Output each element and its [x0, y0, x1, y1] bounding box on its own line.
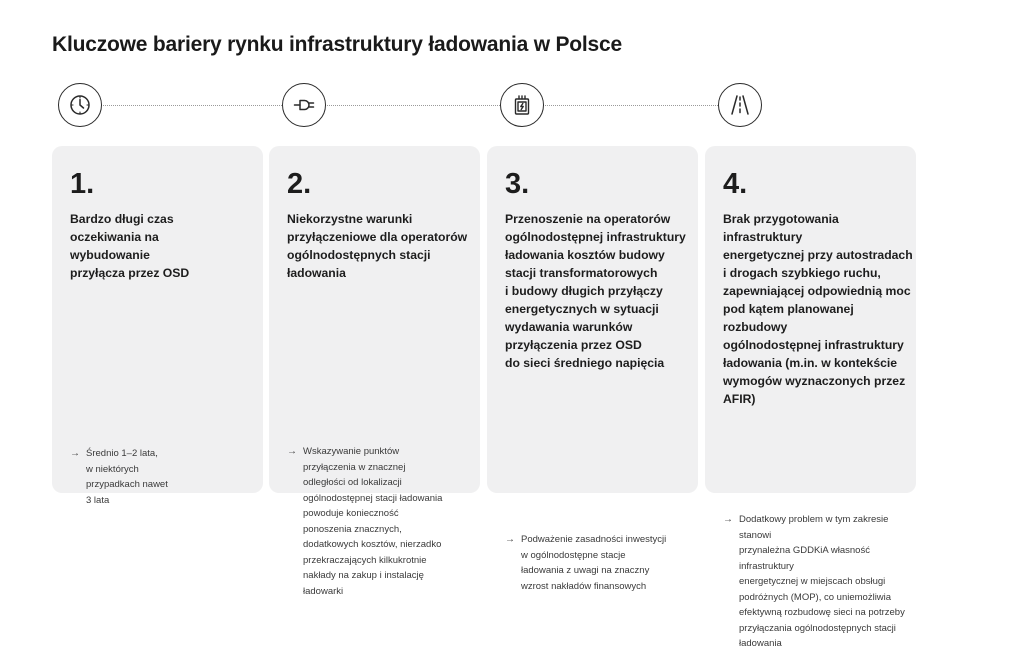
card-note [70, 446, 168, 508]
card-heading-line: energetycznej przy autostradach [723, 248, 913, 262]
transformer-icon [500, 83, 544, 127]
card-heading [287, 210, 467, 282]
card-note-line: Podważenie zasadności inwestycji [521, 534, 667, 545]
card-number: 3. [505, 168, 530, 200]
card-note-line: Średnio 1–2 lata, [86, 448, 158, 459]
card-heading-line: Niekorzystne warunki [287, 212, 413, 226]
card-note [287, 444, 442, 599]
card-heading-line: przyłącza przez OSD [70, 266, 190, 280]
card-note-line: energetycznej w miejscach obsługi [739, 576, 886, 587]
card-heading-line: energetycznych w sytuacji [505, 302, 659, 316]
card-heading-line: ogólnodostępnej infrastruktury [723, 338, 904, 352]
arrow-right-icon: → [287, 446, 297, 457]
card-heading-line: wybudowanie [70, 248, 150, 262]
card-heading-line: oczekiwania na [70, 230, 159, 244]
card-note-text [303, 444, 442, 599]
card-heading-line: pod kątem planowanej rozbudowy [723, 302, 854, 334]
card-heading-line: zapewniającej odpowiednią moc [723, 284, 911, 298]
card-note-line: przekraczających kilkukrotnie [303, 554, 427, 566]
dotted-connector [80, 105, 736, 106]
card-note-line: ładowania z uwagi na znaczny [521, 565, 650, 576]
card-note-text [739, 512, 916, 652]
card-heading-line: ładowania kosztów budowy [505, 248, 665, 262]
card-heading-line: ładowania (m.in. w kontekście [723, 356, 898, 370]
card-heading-line: i drogach szybkiego ruchu, [723, 266, 881, 280]
card-note-line: podróżnych (MOP), co uniemożliwia [739, 591, 892, 603]
arrow-right-icon: → [70, 448, 80, 459]
card-note-line: ogólnodostępnej stacji ładowania [303, 492, 443, 504]
card-heading [723, 210, 916, 408]
card-note-line: Wskazywanie punktów [303, 446, 400, 457]
card-note [723, 512, 916, 652]
card-heading-line: Bardzo długi czas [70, 212, 174, 226]
card-heading-line: do sieci średniego napięcia [505, 356, 665, 370]
card-heading-line: ogólnodostępnej infrastruktury [505, 230, 686, 244]
barrier-card-4 [705, 146, 916, 649]
card-note-line: przyłączania ogólnodostępnych stacji [739, 622, 896, 634]
page-title: Kluczowe bariery rynku infrastruktury ładowania w Polsce [52, 33, 622, 56]
card-heading-line: Brak przygotowania infrastruktury [723, 212, 839, 244]
card-heading [70, 210, 189, 282]
card-heading-line: wydawania warunków [505, 320, 633, 334]
card-heading-line: i budowy długich przyłączy [505, 284, 663, 298]
card-note-line: 3 lata [86, 494, 110, 506]
card-heading-line: Przenoszenie na operatorów [505, 212, 671, 226]
arrow-right-icon: → [723, 514, 733, 525]
card-heading-line: przyłączenia przez OSD [505, 338, 642, 352]
barrier-card-2 [269, 146, 480, 597]
card-heading-line: przyłączeniowe dla operatorów [287, 230, 468, 244]
card-heading-line: stacji transformatorowych [505, 266, 658, 280]
card-note-line: ponoszenia znacznych, [303, 523, 402, 535]
card-note-line: efektywną rozbudowę sieci na potrzeby [739, 607, 905, 618]
icon-timeline [0, 83, 1024, 131]
card-note-text [86, 446, 168, 508]
card-note-line: ładowania [739, 638, 782, 649]
card-note-line: w niektórych [86, 463, 139, 475]
card-note-line: Dodatkowy problem w tym zakresie stanowi [739, 514, 889, 541]
card-heading [505, 210, 686, 372]
card-note-text [521, 532, 666, 594]
card-number: 4. [723, 168, 748, 200]
card-heading-line: ogólnodostępnych stacji [287, 248, 431, 262]
barrier-card-1 [52, 146, 263, 506]
card-note-line: przyłączenia w znacznej [303, 461, 406, 473]
card-note-line: dodatkowych kosztów, nierzadko [303, 539, 442, 550]
card-note-line: wzrost nakładów finansowych [521, 580, 647, 592]
card-number: 1. [70, 168, 95, 200]
card-note-line: powoduje konieczność [303, 508, 399, 519]
card-note-line: nakłady na zakup i instalację [303, 570, 424, 581]
plug-icon [282, 83, 326, 127]
card-heading-line: ładowania [287, 266, 346, 280]
barrier-card-3 [487, 146, 698, 592]
card-heading-line: wymogów wyznaczonych przez AFIR) [723, 374, 906, 406]
card-note-line: ładowarki [303, 585, 344, 597]
card-note-line: odległości od lokalizacji [303, 477, 402, 488]
card-note-line: przypadkach nawet [86, 479, 168, 490]
arrow-right-icon: → [505, 534, 515, 545]
card-note [505, 532, 666, 594]
card-note-line: przynależna GDDKiA własność infrastruktury [739, 545, 870, 572]
highway-icon [718, 83, 762, 127]
card-number: 2. [287, 168, 312, 200]
clock-icon [58, 83, 102, 127]
card-note-line: w ogólnodostępne stacje [521, 549, 626, 561]
